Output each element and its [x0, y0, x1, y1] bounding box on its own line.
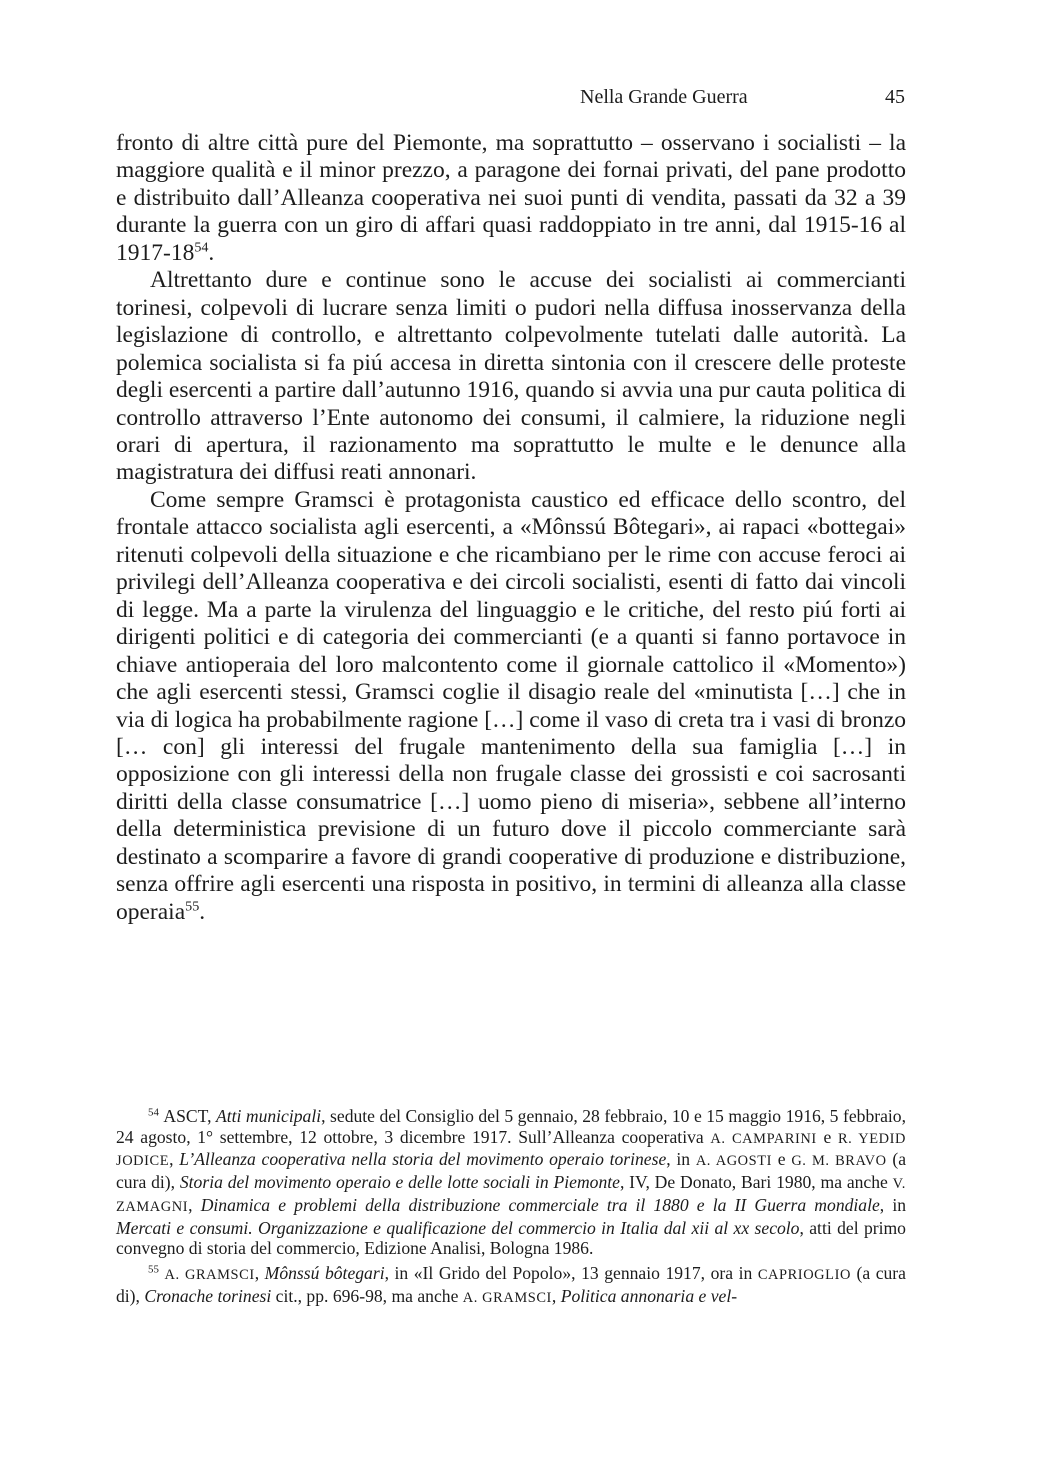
author-name: A. AGOSTI — [695, 1153, 773, 1170]
paragraph-text: Altrettanto dure e continue sono le accuse dei socialisti ai commercianti torinesi, colpevoli di lucrare senza limiti o pudori nella diffusa inosservanza della legislazione di controllo, e altrettanto colpevolmente tutelati dalle autorità. La polemica socialista si fa piú accesa in diretta sintonia con il crescere delle proteste degli esercenti a partire dall’autunno 1916, quando si avvia una pur cauta politica di controllo attraverso l’Ente autonomo dei consumi, il calmiere, la riduzione negli orari di apertura, il razionamento ma soprattutto le multe e le denunce alla magistratura dei diffusi reati annonari. — [116, 267, 906, 486]
work-title: Mercati e consumi. Organizzazione e qualificazione del commercio in Italia dal xii al xx secolo — [116, 1217, 800, 1238]
footnote-text: , — [188, 1194, 201, 1215]
paragraph-2 — [116, 267, 906, 487]
footnote-text: e — [816, 1126, 838, 1147]
footnote-text: (a cura di), — [116, 1262, 906, 1306]
author-name: A. CAMPARINI — [710, 1130, 817, 1147]
footnote-text: , atti del primo convegno di storia del commercio, Edizione Analisi, Bologna 1986. — [116, 1217, 906, 1259]
footnote-text: ASCT, — [163, 1106, 216, 1126]
footnote-text: , in «Il Grido del Popolo», 13 gennaio 1917, ora in — [384, 1262, 758, 1283]
footnote-text: , — [254, 1262, 265, 1283]
paragraph-text: Come sempre Gramsci è protagonista caustico ed efficace dello scontro, del frontale attacco socialista agli esercenti, a «Mônssú Bôtegari», ai rapaci «bottegai» ritenuti colpevoli della situazione e che ricambiano per le rime con accuse feroci ai privilegi dell’Alleanza cooperativa e dei circoli socialisti, esenti di fatto dai vincoli di legge. Ma a parte la virulenza del linguaggio e le critiche, del resto piú forti ai dirigenti politici e di categoria dei commercianti (e a quanti si fanno portavoce in chiave antioperaia del loro malcontento come il giornale cattolico il «Momento») che agli esercenti stessi, Gramsci coglie il disagio reale del «minutista […] che in via di logica ha probabilmente ragione […] come il vaso di creta tra i vasi di bronzo [… con] gli interessi del frugale mantenimento della sua famiglia […] in opposizione con gli interessi della non frugale classe dei grossisti e coi sacrosanti diritti della classe consumatrice […] uomo pieno di miseria», sebbene all’interno della deterministica previsione di un futuro dove il piccolo commerciante sarà destinato a scomparire a favore di grandi cooperative di produzione e distribuzione, senza offrire agli esercenti una risposta in positivo, in termini di alleanza alla classe operaia — [116, 486, 906, 925]
work-title: L’Alleanza cooperativa nella storia del movimento operaio torinese — [179, 1149, 667, 1170]
author-name: A. GRAMSCI — [462, 1289, 552, 1306]
paragraph-end: . — [208, 239, 215, 266]
paragraph-text: fronto di altre città pure del Piemonte, ma soprattutto – osservano i socialisti – la maggiore qualità e il minor prezzo, a paragone dei fornai privati, del pane prodotto e distribuito dall’Alleanza cooperativa nei suoi punti di vendita, passati da 32 a 39 durante la guerra con un giro di affari quasi raddoppiato in tre anni, dal 1915-16 al 1917-18 — [116, 130, 906, 266]
footnote-55 — [116, 1263, 906, 1308]
work-title: Cronache torinesi — [144, 1285, 272, 1306]
paragraph-1 — [116, 130, 906, 267]
footnote-text: e — [772, 1149, 792, 1170]
work-title: Mônssú bôtegari — [264, 1262, 385, 1283]
footnote-number: 55 — [148, 1263, 159, 1276]
footnote-54 — [116, 1106, 906, 1259]
footnote-ref-54: 54 — [194, 239, 209, 256]
author-name: R. YEDID JODICE — [116, 1130, 906, 1170]
paragraph-end: . — [199, 898, 206, 925]
footnote-number: 54 — [148, 1106, 159, 1119]
footnote-text: , sedute del Consiglio del 5 gennaio, 28 febbraio, 10 e 15 maggio 1916, 5 febbraio, 24 agosto, 1° settembre, 12 ottobre, 3 dicembre 1917. Sull’Alleanza cooperativa — [116, 1106, 906, 1147]
footnote-text: , — [551, 1285, 561, 1306]
footnote-text: , in — [879, 1194, 907, 1215]
footnote-text: , IV, De Donato, Bari 1980, ma anche — [619, 1172, 893, 1193]
work-title: Storia del movimento operaio e delle lotte sociali in Piemonte — [179, 1172, 620, 1193]
running-title: Nella Grande Guerra — [580, 86, 748, 108]
author-name: G. M. BRAVO — [791, 1153, 887, 1170]
footnote-ref-55: 55 — [185, 898, 200, 915]
author-name: V. ZAMAGNI — [116, 1176, 906, 1215]
footnotes — [116, 1106, 906, 1308]
author-name: A. GRAMSCI — [164, 1266, 255, 1283]
paragraph-3 — [116, 487, 906, 926]
footnote-text: (a cura di), — [116, 1149, 907, 1193]
work-title: Dinamica e problemi della distribuzione commerciale tra il 1880 e la II Guerra mondiale — [200, 1194, 880, 1215]
body-text — [116, 130, 906, 926]
page-number: 45 — [885, 86, 905, 108]
footnote-text: cit., pp. 696-98, ma anche — [271, 1285, 463, 1306]
footnote-text: , — [169, 1149, 180, 1170]
work-title: Politica annonaria e vel- — [560, 1285, 738, 1306]
work-title: Atti municipali — [215, 1106, 322, 1126]
author-name: CAPRIOGLIO — [757, 1266, 851, 1283]
footnote-text: , in — [666, 1149, 696, 1170]
